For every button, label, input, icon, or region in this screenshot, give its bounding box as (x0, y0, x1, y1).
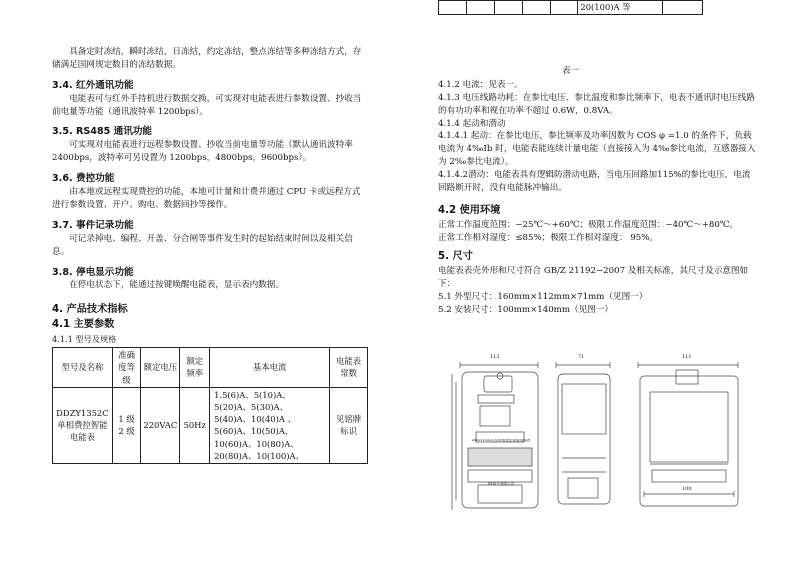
spec-table (52, 347, 368, 464)
meter-outline-svg (438, 362, 758, 512)
table-cell-accuracy: 1 级 2 级 (112, 387, 141, 463)
para-4-1-3: 4.1.3 电压线路功耗：在参比电压、参比温度和参比频率下，电表不通讯时电压线路的有功功率和视在功率不超过 0.6W，0.8VA。 (438, 92, 755, 116)
current-line: 5(40)A、10(40)A 、 (214, 414, 296, 425)
section-3-6-body: 由本地或远程实现费控的功能，本地可计量和计费并通过 CPU 卡或远程方式进行参数设置、开户、购电、数据回抄等操作。 (52, 187, 361, 210)
current-line: 20(80)A、10(100)A、 (214, 450, 304, 461)
table-header-current: 基本电流 (210, 348, 330, 388)
current-line: 5(60)A、10(50)A、 (214, 426, 294, 437)
table-cell-voltage: 220VAC (141, 387, 180, 463)
table-continuation (438, 0, 703, 15)
table-header-voltage: 额定电压 (141, 348, 180, 388)
section-3-5-body: 可实现对电能表进行远程参数设置、抄收当前电量等功能（默认通讯波特率 2400bps，波特率可另设置为 1200bps，4800bps，9600bps）。 (52, 140, 353, 164)
env-temperature: 正常工作温度范围：−25℃～+60℃；极限工作温度范围：−40℃～+80℃。 (438, 219, 739, 230)
current-line: 5(20)A、5(30)A、 (214, 401, 288, 412)
table-cell-empty (494, 1, 522, 15)
table-cell-empty (522, 1, 550, 15)
spec-table-header-row (53, 348, 368, 388)
size-mount: 5.2 安装尺寸：100mm×140mm（见图一） (438, 304, 613, 315)
current-line: 1.5(6)A、5(10)A、 (214, 389, 291, 400)
table-cell-empty (439, 1, 467, 15)
dim-back-bottom: 100 (682, 486, 692, 492)
section-4-title: 4. 产品技术指标 (52, 304, 128, 316)
section-3-8-title: 3.8. 停电显示功能 (52, 266, 134, 278)
dim-back-top: 111 (682, 354, 692, 360)
freeze-paragraph: 具备定时冻结，瞬时冻结，日冻结，约定冻结，整点冻结等多种冻结方式，存储满足国网规定数目的冻结数据。 (52, 47, 362, 70)
section-3-7-body: 可记录掉电、编程、开盖、分合闸等事件发生时的起始结束时间以及相关信息。 (52, 233, 353, 257)
table-cell-empty (466, 1, 494, 15)
para-4-1-2: 4.1.2 电流：见表一。 (438, 79, 523, 90)
para-4-1-4-1: 4.1.4.1 起动：在参比电压，参比频率及功率因数为 COS φ =1.0 的条件下，负载电流为 4‰Ib 时，电能表能连续计量电能（直接接入为 4‰参比电流，互感器接入为 2‰参比电流）。 (438, 131, 756, 168)
meter-maker-label: XX电气有限公司 (487, 482, 515, 486)
size-intro: 电能表表壳外形和尺寸符合 GB/Z 21192−2007 及相关标准，其尺寸及示意图如下： (438, 266, 749, 290)
section-3-7-title: 3.7. 事件记录功能 (52, 219, 134, 231)
table-cell-empty (550, 1, 578, 15)
size-outer: 5.1 外型尺寸：160mm×112mm×71mm（见图一） (438, 292, 648, 303)
section-4-1-1-label: 4.1.1 型号及规格 (52, 333, 117, 344)
para-4-1-4-2: 4.1.4.2潜动：电能表具有逻辑防潜动电路，当电压回路加115%的参比电压，电流回路断开时，没有电能脉冲输出。 (438, 170, 751, 194)
table-cell-empty (663, 1, 703, 15)
section-3-4-body: 电能表可与红外手持机进行数据交换，可实现对电能表进行参数设置、抄收当前电量等功能（通讯波特率 1200bps）。 (52, 93, 362, 117)
table-row (53, 387, 368, 463)
table-header-model: 型号及名称 (53, 348, 113, 388)
section-3-8-body: 在停电状态下，能通过按键唤醒电能表，显示表内数据。 (69, 280, 285, 291)
table-cell-current (210, 387, 330, 463)
table-header-constant: 电能表常数 (330, 348, 368, 388)
section-4-1-title: 4.1 主要参数 (52, 319, 115, 331)
right-column (438, 63, 758, 317)
section-3-6-title: 3.6. 费控功能 (52, 173, 115, 185)
env-humidity: 正常工作相对湿度：≤85%；极限工作相对湿度： 95%。 (438, 232, 659, 243)
table-cell-model: DDZY1352C 单相费控智能电能表 (53, 387, 113, 463)
table-row (439, 1, 703, 15)
dim-front-top: 112 (490, 354, 500, 360)
section-4-2-title: 4.2 使用环境 (438, 204, 501, 216)
section-3-4-title: 3.4. 红外通讯功能 (52, 79, 134, 91)
para-4-1-4: 4.1.4 起动和潜动 (438, 118, 506, 129)
table-cell-current: 20(100)A 等 (578, 1, 663, 15)
dimension-drawings (438, 354, 758, 512)
section-5-title: 5. 尺寸 (438, 251, 473, 263)
meter-nameplate-label: DDZY1352C型单相费控智能电能表 (471, 439, 531, 442)
left-column (52, 46, 368, 464)
table-header-frequency: 额定频率 (180, 348, 210, 388)
current-line: 10(60)A、10(80)A、 (214, 438, 299, 449)
table-caption: 表一 (561, 66, 580, 76)
section-3-5-title: 3.5. RS485 通讯功能 (52, 126, 153, 138)
table-cell-frequency: 50Hz (180, 387, 210, 463)
table-header-accuracy: 准确度等级 (112, 348, 141, 388)
dim-side-top: 71 (578, 354, 585, 360)
table-cell-constant: 见铭牌标识 (330, 387, 368, 463)
